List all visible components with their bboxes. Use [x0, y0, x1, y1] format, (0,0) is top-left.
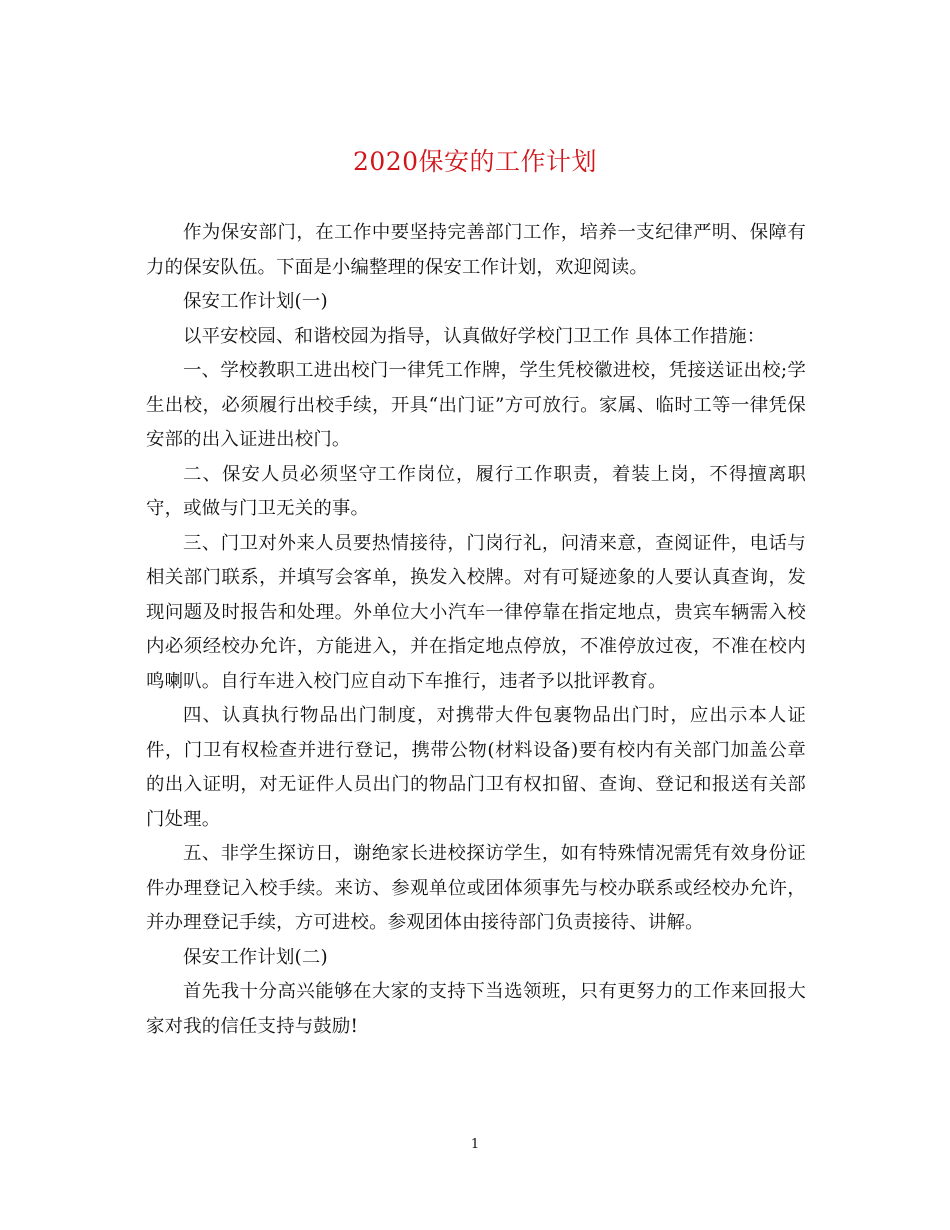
measure-paragraph-1: 一、学校教职工进出校门一律凭工作牌，学生凭校徽进校，凭接送证出校;学生出校，必须履行出校手续，开具“出门证”方可放行。家属、临时工等一律凭保安部的出入证进出校门。: [146, 360, 806, 450]
document-body: [146, 216, 806, 1044]
measure-paragraph-3: 三、门卫对外来人员要热情接待，门岗行礼，问清来意，查阅证件，电话与相关部门联系，并填写会客单，换发入校牌。对有可疑迹象的人要认真查询，发现问题及时报告和处理。外单位大小汽车一律停靠在指定地点，贵宾车辆需入校内必须经校办允许，方能进入，并在指定地点停放，不准停放过夜，不准在校内鸣喇叭。自行车进入校门应自动下车推行，违者予以批评教育。: [146, 532, 806, 692]
intro-paragraph: 作为保安部门，在工作中要坚持完善部门工作，培养一支纪律严明、保障有力的保安队伍。下面是小编整理的保安工作计划，欢迎阅读。: [146, 222, 806, 278]
plan-2-paragraph: 首先我十分高兴能够在大家的支持下当选领班，只有更努力的工作来回报大家对我的信任支持与鼓励!: [146, 981, 806, 1037]
section-heading-plan-2: 保安工作计划(二): [183, 946, 328, 968]
measure-paragraph-5: 五、非学生探访日，谢绝家长进校探访学生，如有特殊情况需凭有效身份证件办理登记入校手续。来访、参观单位或团体须事先与校办联系或经校办允许，并办理登记手续，方可进校。参观团体由接待部门负责接待、讲解。: [146, 843, 806, 933]
guideline-paragraph: 以平安校园、和谐校园为指导，认真做好学校门卫工作 具体工作措施：: [183, 325, 766, 347]
document-title: 2020保安的工作计划: [352, 147, 598, 176]
measure-paragraph-4: 四、认真执行物品出门制度，对携带大件包裹物品出门时，应出示本人证件，门卫有权检查并进行登记，携带公物(材料设备)要有校内有关部门加盖公章的出入证明，对无证件人员出门的物品门卫有权扣留、查询、登记和报送有关部门处理。: [146, 705, 806, 830]
page-number: 1: [470, 1137, 480, 1152]
measure-paragraph-2: 二、保安人员必须坚守工作岗位，履行工作职责，着装上岗，不得擅离职守，或做与门卫无关的事。: [146, 463, 806, 519]
section-heading-plan-1: 保安工作计划(一): [183, 291, 328, 312]
